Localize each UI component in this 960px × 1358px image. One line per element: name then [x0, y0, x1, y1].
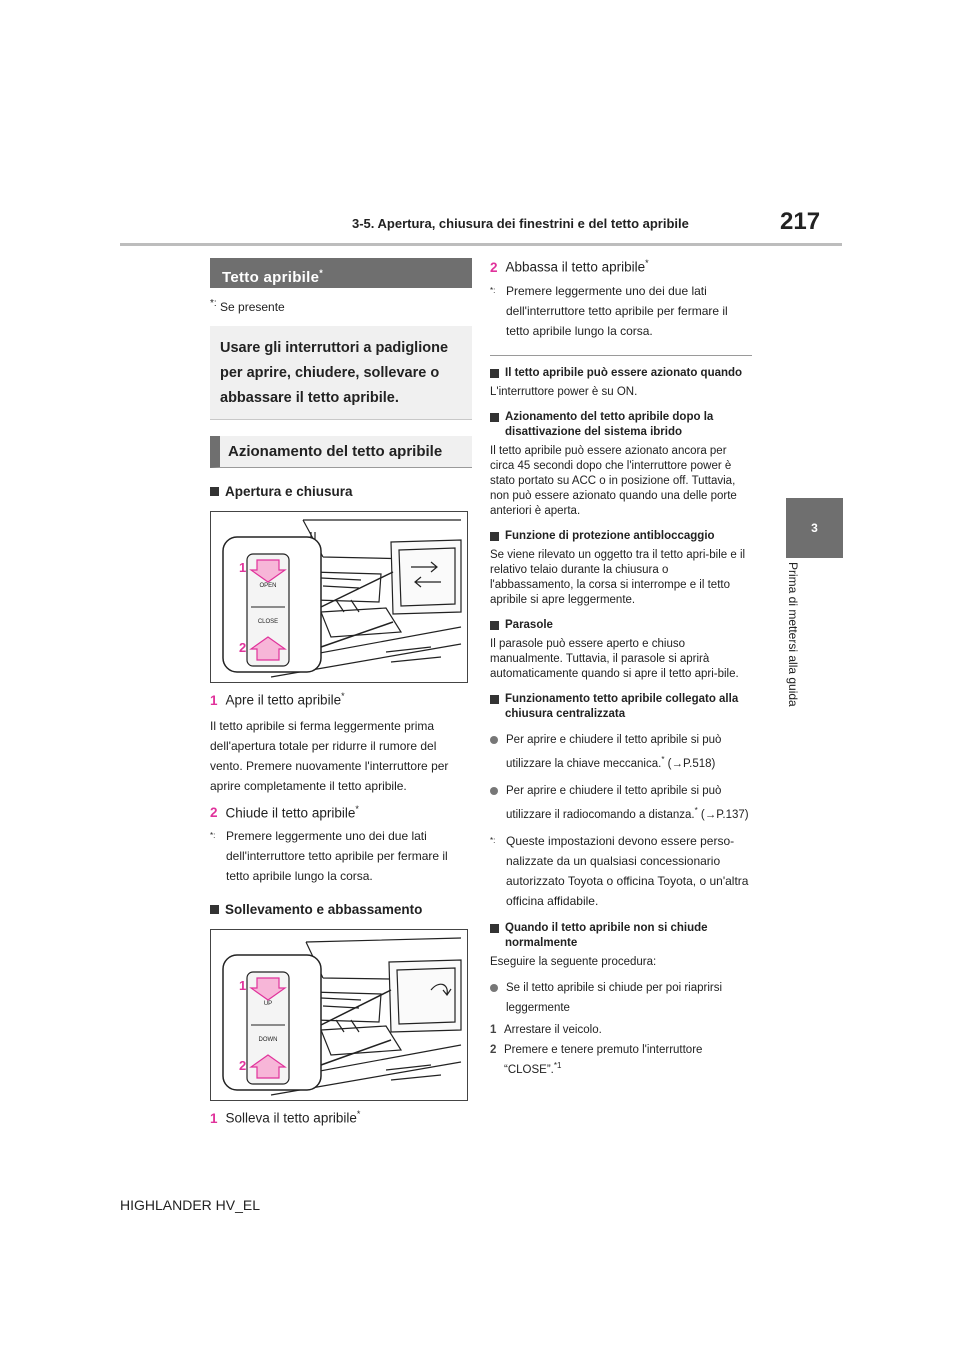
page-title: Tetto apribile: [222, 269, 320, 286]
note-title: Azionamento del tetto apribile dopo la disattivazione del sistema ibrido: [505, 410, 714, 438]
note-heading: [490, 692, 752, 722]
chapter-tab: 3: [786, 498, 843, 558]
square-bullet-icon: [490, 924, 499, 933]
callout-2: 2: [239, 640, 247, 655]
chapter-title: Prima di mettersi alla guida: [786, 562, 800, 707]
footnote-mark: *:: [210, 831, 216, 840]
right-column: [490, 258, 752, 1078]
note-heading: [490, 366, 752, 381]
page-number: 217: [780, 208, 821, 235]
note-heading: [490, 410, 752, 440]
square-bullet-icon: [490, 695, 499, 704]
note-heading: [490, 529, 752, 544]
callout-2: 2: [239, 1058, 247, 1073]
note-text: L'interruttore power è su ON.: [490, 385, 638, 398]
note-text: Il tetto apribile può essere azionato ancora per circa 45 secondi dopo che l'interruttore power è stato portato su ACC o in posizione off. Tuttavia, non può essere azionato quando una delle porte anteriori è aperta.: [490, 444, 737, 517]
intro-box: Usare gli interruttori a padiglione per aprire, chiudere, sollevare o abbassare il tetto apribile.: [210, 326, 472, 420]
footnote-customize: [490, 831, 752, 911]
step-mark: *: [355, 803, 359, 814]
left-column: [210, 258, 472, 1126]
step-text: Apre il tetto apribile: [225, 692, 342, 708]
step-number: 2: [490, 259, 498, 275]
footnote-text: Premere leggermente uno dei due lati dell'interruttore tetto apribile per fermare il tetto apribile lungo la corsa.: [506, 283, 728, 338]
section-open-close-label: Apertura e chiusura: [225, 484, 353, 499]
dot-item: [490, 978, 752, 1018]
step-number: 2: [210, 805, 218, 820]
procedure-step-number: 1: [490, 1024, 497, 1037]
step-open: [210, 691, 472, 708]
square-bullet-icon: [490, 532, 499, 541]
note-heading: [490, 921, 752, 951]
procedure-step: [490, 1022, 752, 1038]
section-open-close-title: [210, 484, 472, 499]
step-number: 1: [210, 1110, 218, 1126]
dot-item: [490, 781, 752, 825]
square-bullet-icon: [210, 487, 219, 496]
note-title: Il tetto apribile può essere azionato quando: [505, 366, 743, 379]
step-open-description: Il tetto apribile si ferma leggermente prima dell'apertura totale per ridurre il rumore del vento. Premere nuovamente l'interruttore per aprire completamente il tetto apribile.: [210, 718, 449, 793]
overhead-switch-illustration: [211, 512, 468, 683]
square-bullet-icon: [210, 905, 219, 914]
illustration-tilt: [210, 929, 468, 1101]
dot-item: [490, 730, 752, 774]
title-mark: *: [319, 268, 324, 278]
step-tilt-up: [210, 1109, 472, 1126]
section-title: 3-5. Apertura, chiusura dei finestrini e del tetto apribile: [352, 216, 689, 231]
procedure-step-text: Premere e tenere premuto l'interruttore “CLOSE”.: [504, 1044, 703, 1076]
button-close-label: CLOSE: [257, 619, 279, 625]
dot-item-mark: *: [694, 806, 698, 816]
callout-1: 1: [239, 560, 247, 575]
note-text: Il parasole può essere aperto e chiuso manualmente. Tuttavia, il parasole si aprirà automaticamente quando si apre il tetto apri-bile.: [490, 637, 739, 680]
footnote-close: [210, 826, 472, 886]
dot-item-text: Se il tetto apribile si chiude per poi riaprirsi leggermente: [506, 982, 723, 1015]
square-bullet-icon: [490, 369, 499, 378]
button-down-label: DOWN: [258, 1037, 278, 1043]
step-number: 1: [210, 692, 218, 708]
footnote-tilt: [490, 281, 752, 341]
subhead-operation: Azionamento del tetto apribile: [210, 436, 472, 468]
callout-1: 1: [239, 978, 247, 993]
note-title: Quando il tetto apribile non si chiude normalmente: [505, 922, 708, 950]
square-bullet-icon: [490, 413, 499, 422]
section-tilt-title: [210, 902, 472, 917]
footnote-text: Queste impostazioni devono essere perso-nalizzate da un qualsiasi concessionario autorizzato Toyota o officina Toyota, o un'altra officina affidabile.: [506, 834, 749, 909]
model-code: HIGHLANDER HV_EL: [120, 1197, 261, 1213]
dot-item-text: Per aprire e chiudere il tetto apribile si può utilizzare la chiave meccanica.: [506, 733, 722, 770]
step-mark: *: [356, 1109, 361, 1119]
note-title: Parasole: [505, 618, 553, 631]
note-title: Funzione di protezione antibloccaggio: [505, 529, 715, 542]
dot-item-mark: *: [661, 754, 665, 764]
step-text: Abbassa il tetto apribile: [505, 259, 646, 275]
note-heading: [490, 618, 752, 633]
header-rule: [120, 243, 842, 246]
square-bullet-icon: [490, 621, 499, 630]
footnote-text: Premere leggermente uno dei due lati dell'interruttore tetto apribile per fermare il tetto apribile lungo la corsa.: [226, 829, 448, 883]
step-text: Solleva il tetto apribile: [225, 1110, 357, 1126]
step-mark: *: [645, 258, 649, 268]
divider: [490, 355, 752, 356]
procedure-step-text: Arrestare il veicolo.: [504, 1024, 602, 1037]
dot-bullet-icon: [490, 984, 498, 992]
step-text: Chiude il tetto apribile: [225, 805, 356, 820]
footnote-mark: *:: [210, 298, 217, 309]
page-title-bar: [210, 258, 472, 288]
procedure-step-number: 2: [490, 1044, 497, 1057]
overhead-switch-illustration: [211, 930, 468, 1101]
footnote-text: Se presente: [220, 300, 285, 314]
dot-bullet-icon: [490, 787, 498, 795]
step-tilt-down: [490, 258, 752, 275]
button-up-label: UP: [263, 1001, 273, 1007]
illustration-open-close: [210, 511, 468, 683]
procedure-step-mark: *1: [553, 1061, 562, 1071]
note-text: Se viene rilevato un oggetto tra il tetto apri-bile e il relativo telaio durante la chiusura o l'abbassamento, la corsa si interrompe e il tetto apribile si apre leggermente.: [490, 548, 746, 606]
note-title: Funzionamento tetto apribile collegato alla chiusura centralizzata: [505, 692, 739, 720]
note-text: Eseguire la seguente procedura:: [490, 956, 657, 969]
dot-item-text: Per aprire e chiudere il tetto apribile si può utilizzare il radiocomando a distanza.: [506, 785, 722, 822]
button-open-label: OPEN: [259, 583, 277, 589]
procedure-step: [490, 1042, 752, 1078]
dot-bullet-icon: [490, 736, 498, 744]
section-tilt-label: Sollevamento e abbassamento: [225, 902, 423, 917]
step-close: [210, 804, 472, 821]
page-reference: (→P.518): [667, 757, 716, 770]
footnote-mark: *:: [490, 285, 496, 295]
availability-note: [210, 298, 472, 314]
footnote-mark: *:: [490, 836, 496, 846]
step-mark: *: [341, 691, 345, 701]
page-reference: (→P.137): [700, 809, 749, 822]
